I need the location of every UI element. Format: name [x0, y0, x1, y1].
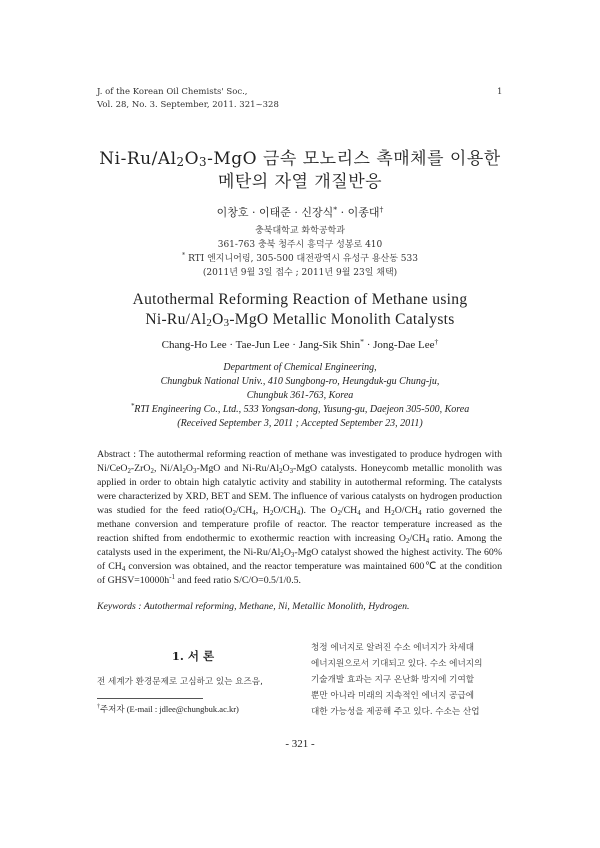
right-line-2: 에너지원으로서 기대되고 있다. 수소 에너지의 [311, 659, 483, 669]
right-line-5: 대한 가능성을 제공해 주고 있다. 수소는 산업 [311, 707, 480, 717]
english-affiliation: Department of Chemical Engineering, Chungbuk National Univ., 410 Sungbong-ro, Heungduk-gu Chung-ju, Chungbuk 361-763, Korea *RTI Engineering Co., Ltd., 533 Yongsan-dong, Yusung-gu, Daejeon 305-500, Korea (Received September 3, 2011 ; Accepted September 23, 2011) [130, 362, 470, 429]
section-heading-introduction: 1. 서 론 [171, 649, 215, 663]
header-page-number: 1 [497, 87, 503, 97]
right-line-4: 뿐만 아니라 미래의 지속적인 에너지 공급에 [311, 691, 475, 701]
footnote-rule [97, 698, 203, 699]
korean-affiliation: 충북대학교 화학공학과 361-763 충북 청주시 흥덕구 성봉로 410 * RTI 엔지니어링, 305-500 대전광역시 유성구 용산동 533 (2011년 9월 3일 접수 ; 2011년 9월 23일 채택) [182, 226, 418, 278]
left-column-paragraph: 전 세계가 환경문제로 고심하고 있는 요즈음, [97, 677, 263, 687]
journal-name: J. of the Korean Oil Chemists' Soc., [97, 87, 248, 97]
korean-title-line-2: 메탄의 자열 개질반응 [217, 172, 383, 192]
korean-authors: 이창호 · 이태준 · 신장식* · 이종대† [216, 205, 384, 219]
abstract: Abstract : The autothermal reforming reaction of methane was investigated to produce hydrogen with Ni/CeO$_2$-ZrO$_2$, $Ni/Al_2O_3$-MgO and $Ni-Ru/Al_2O_3$-MgO catalysts. Honeycomb metallic monolith was applied in order to obtain high catalytic activity and stability in autothermal reforming. The catalysts were characterized by XRD, BET and SEM. The influence of various catalysts on hydrogen production was studied for the feed $ratio(O_2/CH_4$, $H_2O/CH_4$). The $O_2/CH_4$ and $H_2O/CH_4$ ratio governed the methane conversion and temperature profile of reactor. The reactor temperature increased as the reaction shifted from endothermic to exothermic reaction with increasing $O_2/CH_4$ ratio. Among the catalysts used in the experiment, the $Ni-Ru/Al_2O_3$-MgO catalyst showed the highest activity. The 60% of $CH_4$ conversion was obtained, and the reactor temperature was maintained 600℃ at the condition of $GHSV=10000h^{-1}$ and feed ratio S/C/O=0.5/1/0.5. [97, 449, 503, 586]
korean-title-line-1: $Ni-Ru/Al_2O_3$-MgO 금속 모노리스 촉매체를 이용한 [99, 149, 501, 169]
english-authors: Chang-Ho Lee · Tae-Jun Lee · Jang-Sik Shin* · Jong-Dae Lee† [161, 337, 439, 351]
keywords: Keywords : Autothermal reforming, Methane, Ni, Metallic Monolith, Hydrogen. [97, 601, 410, 612]
english-title-line-1: Autothermal Reforming Reaction of Methane using [132, 291, 468, 308]
footnote: †주저자 (E-mail : jdlee@chungbuk.ac.kr) [97, 704, 239, 714]
right-column-paragraph [311, 640, 506, 720]
abstract-label: Abstract : [97, 449, 139, 460]
right-line-1: 청정 에너지로 알려진 수소 에너지가 차세대 [311, 643, 475, 653]
english-title-line-2: $Ni-Ru/Al_2O_3$-MgO Metallic Monolith Catalysts [145, 311, 455, 329]
right-line-3: 기술개발 효과는 지구 온난화 방지에 기여할 [311, 675, 475, 685]
page-number: - 321 - [285, 738, 315, 750]
volume-info: Vol. 28, No. 3. September, 2011. 321~328 [97, 100, 279, 110]
keywords-label: Keywords : [97, 601, 144, 612]
